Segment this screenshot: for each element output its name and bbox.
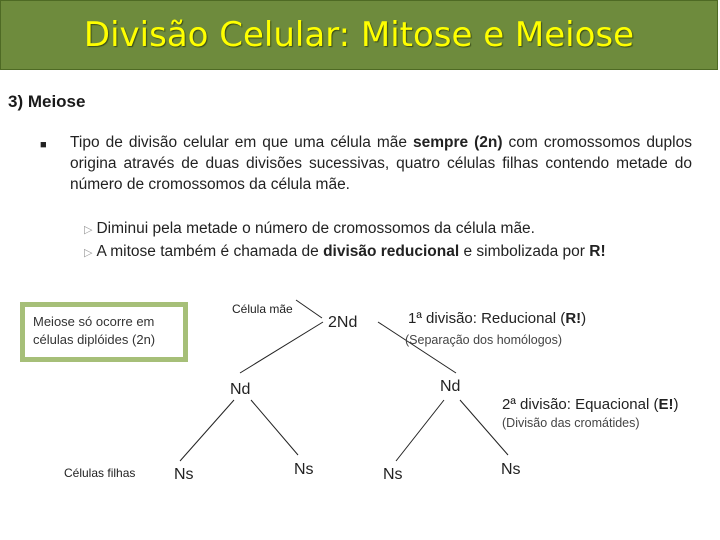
point-2-bold1: divisão reducional: [323, 243, 460, 260]
leaf-node-1: Ns: [174, 466, 194, 483]
description-bold: sempre (2n): [412, 134, 503, 151]
first-division-title-text: 1ª divisão: Reducional (: [408, 310, 566, 327]
second-division-symbol: E!: [658, 396, 674, 413]
point-1-text: Diminui pela metade o número de cromossomos da célula mãe.: [96, 220, 535, 237]
leaf-node-4: Ns: [501, 461, 521, 478]
right-nd-node: Nd: [440, 378, 461, 395]
first-division-symbol: R!: [565, 310, 582, 327]
square-bullet-icon: ■: [40, 139, 47, 151]
second-division-title-text: 2ª divisão: Equacional (: [502, 396, 659, 413]
branch-mother-left: [240, 322, 323, 373]
mother-node: 2Nd: [328, 314, 358, 331]
triangle-bullet-icon: ▷: [84, 224, 93, 236]
second-division-close: ): [673, 396, 679, 413]
leaf-node-2: Ns: [294, 461, 314, 478]
description-part1: Tipo de divisão celular em que uma célula mãe: [70, 134, 413, 151]
point-2-part2: e simbolizada por: [459, 243, 590, 260]
first-division-title: [408, 310, 586, 327]
description-part2: com cromossomos duplos origina através de duas divisões sucessivas, quatro células filhas contendo metade do número de cromossomos da célula mãe.: [70, 134, 692, 193]
diploid-note-text: Meiose só ocorre em células diplóides (2n): [33, 314, 156, 347]
point-2-part1: A mitose também é chamada de: [96, 243, 324, 260]
branch-right-leaf4: [460, 400, 508, 455]
mother-cell-label: Célula mãe: [232, 302, 293, 316]
left-nd-node: Nd: [230, 381, 251, 398]
branch-right-leaf3: [396, 400, 444, 461]
second-division-title: [502, 396, 678, 413]
first-division-close: ): [581, 310, 587, 327]
branch-left-leaf1: [180, 400, 234, 461]
leaf-node-3: Ns: [383, 466, 403, 483]
first-division-subtitle: (Separação dos homólogos): [405, 333, 563, 347]
daughter-cells-label: Células filhas: [64, 466, 136, 480]
second-division-subtitle: (Divisão das cromátides): [502, 416, 640, 430]
section-heading: 3) Meiose: [8, 92, 86, 111]
branch-mother-right: [378, 322, 456, 373]
point-2-bold2: R!: [589, 243, 606, 260]
branch-left-leaf2: [251, 400, 298, 455]
mother-label-connector: [296, 300, 322, 318]
triangle-bullet-icon: ▷: [84, 247, 93, 259]
page-title: Divisão Celular: Mitose e Meiose: [83, 15, 635, 55]
